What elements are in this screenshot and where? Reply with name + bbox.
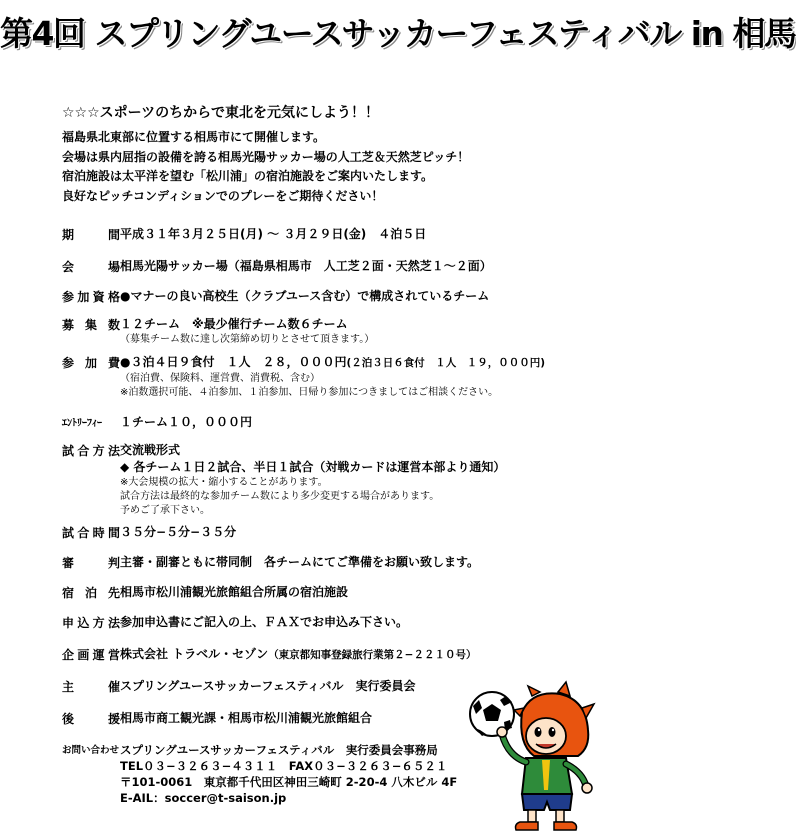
match-format-detail: ◆ 各チーム１日２試合、半日１試合（対戦カードは運営本部より通知） [120,460,506,474]
fee-content [120,354,545,400]
contact-office: スプリングユースサッカーフェスティバル 実行委員会事務局 [120,743,438,757]
entry-fee-label: ｴﾝﾄﾘｰﾌｨｰ [62,418,102,429]
contact-email: E-AIL：soccer@t-saison.jp [120,791,287,805]
match-time-label: 試合時間 [62,526,120,540]
contact-phone: TEL０３−３２６３−４３１１ FAX０３−３２６３−６５２１ [120,759,448,773]
intro-line: 宿泊施設は太平洋を望む「松川浦」の宿泊施設をご案内いたします。 [62,169,434,183]
intro-line: 福島県北東部に位置する相馬市にて開催します。 [62,130,326,144]
match-time-value: ３５分−５分−３５分 [120,525,237,539]
planning-label: 企画運営 [62,648,120,662]
recruitment-note: （募集チーム数に達し次第締め切りとさせて頂きます。） [120,334,375,345]
lodging-value: 相馬市松川浦観光旅館組合所属の宿泊施設 [120,585,349,599]
match-format-note: ※大会規模の拡大・縮小することがあります。 [120,477,328,488]
fee-label: 参加費 [62,356,120,370]
organizer-value: スプリングユースサッカーフェスティバル 実行委員会 [120,679,416,693]
venue-label: 会場 [62,260,120,274]
planning-content [120,646,477,664]
page-title: 第4回 スプリングユースサッカーフェスティバル in 相馬 [0,14,796,53]
contact-address: 〒101-0061 東京都千代田区神田三崎町 2-20-4 八木ビル 4F [120,775,458,789]
contact-label: お問い合わせ [62,745,120,756]
referee-value: 主審・副審ともに帯同制 各チームにてご準備をお願い致します。 [120,555,480,569]
fee-value: ●３泊４日９食付 １人 ２８，０００円 [120,355,347,369]
referee-label: 審判 [62,556,120,570]
lodging-label: 宿泊先 [62,586,120,600]
recruitment-content [120,316,374,347]
application-label: 申込方法 [62,616,120,630]
period-label: 期間 [62,228,120,242]
planning-license: （東京都知事登録旅行業第２−２２１０号） [268,649,477,661]
fee-value-alt: (２泊３日６食付 １人 １９，０００円) [346,357,546,369]
soccer-ball-icon [470,692,514,736]
organizer-label: 主催 [62,680,120,694]
slogan: ☆☆☆スポーツのちからで東北を元気にしよう！！ [62,105,379,121]
support-value: 相馬市商工観光課・相馬市松川浦観光旅館組合 [120,711,373,725]
fee-note: ※泊数選択可能、４泊参加、１泊参加、日帰り参加につきましてはご相談ください。 [120,387,499,398]
recruitment-value: １２チーム ※最少催行チーム数６チーム [120,317,348,331]
soccer-mascot-illustration [462,672,598,832]
recruitment-label: 募集数 [62,318,120,332]
eligibility-value: ●マナーの良い高校生（クラブユース含む）で構成されているチーム [120,289,490,303]
support-label: 後援 [62,712,120,726]
match-format-content [120,442,505,518]
match-format-note: 試合方法は最終的な参加チーム数により多少変更する場合があります。 [120,491,440,502]
fee-note: （宿泊費、保険料、運営費、消費税、含む） [120,373,320,384]
entry-fee-value: １チーム１０，０００円 [120,415,253,429]
intro-line: 会場は県内屈指の設備を誇る相馬光陽サッカー場の人工芝＆天然芝ピッチ！ [62,149,470,164]
venue-value: 相馬光陽サッカー場（福島県相馬市 人工芝２面・天然芝１〜２面） [120,259,492,273]
intro-paragraph [62,128,469,206]
match-format-label: 試合方法 [62,444,120,458]
match-format-value: 交流戦形式 [120,443,181,457]
match-format-note: 予めご了承下さい。 [120,505,210,516]
application-value: 参加申込書にご記入の上、ＦＡＸでお申込み下さい。 [120,615,409,629]
eligibility-label: 参加資格 [62,290,120,304]
planning-value: 株式会社 トラベル・セゾン [120,647,269,661]
period-value: 平成３１年３月２５日(月) 〜 ３月２９日(金) ４泊５日 [120,227,427,241]
intro-line: 良好なピッチコンディションでのプレーをご期待ください！ [62,188,384,203]
contact-content [120,742,457,806]
